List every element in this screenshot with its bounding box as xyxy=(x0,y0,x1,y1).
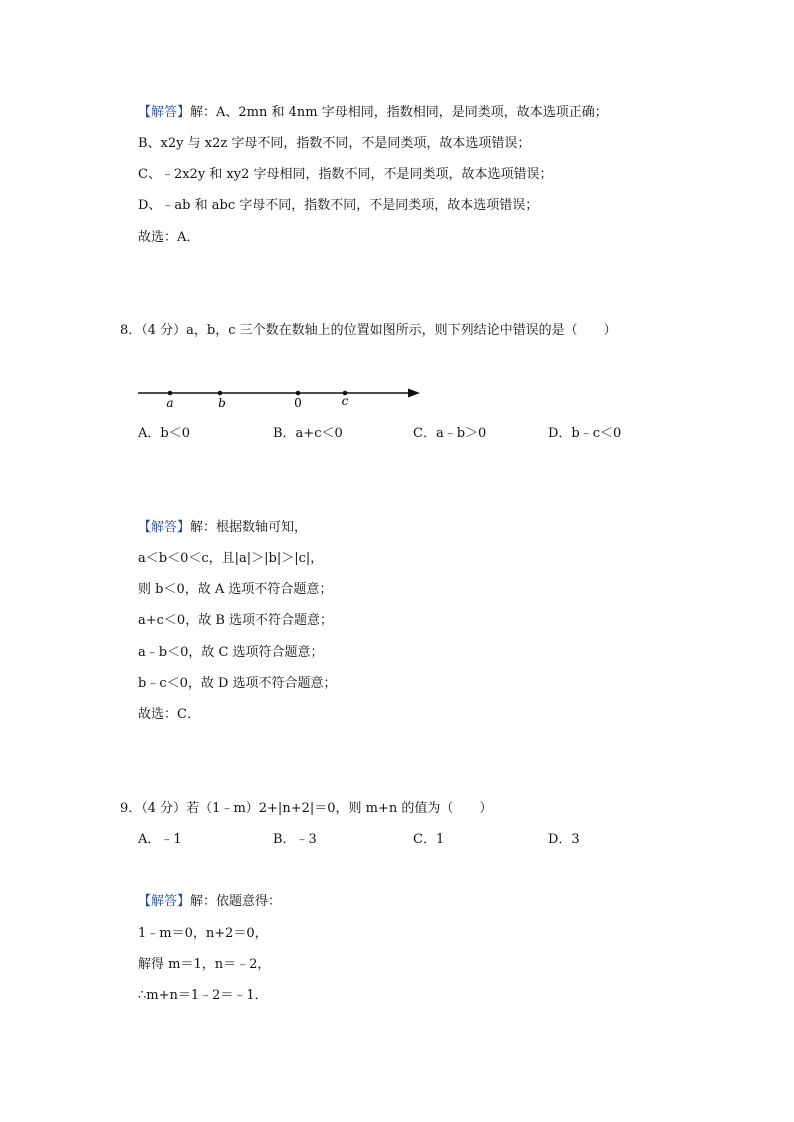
q7-solution-line-5: 故选：A． xyxy=(138,230,200,245)
point-b xyxy=(218,391,223,396)
number-line-arrow-icon xyxy=(408,389,420,398)
label-0: 0 xyxy=(294,396,302,410)
q8-line-1-text: 解：根据数轴可知， xyxy=(190,520,308,535)
q9-option-a: A．﹣1 xyxy=(138,832,182,847)
q9-option-c: C．1 xyxy=(413,832,445,847)
q9-option-d: D．3 xyxy=(548,832,580,847)
label-c: c xyxy=(341,394,349,408)
label-a: a xyxy=(166,396,174,410)
label-b: b xyxy=(218,396,226,410)
answer-tag: 【解答】 xyxy=(138,520,191,535)
q7-solution-line-3: C、﹣2x2y 和 xy2 字母相同，指数不同，不是同类项，故本选项错误； xyxy=(138,167,553,182)
q8-solution-line-2: a＜b＜0＜c，且|a|＞|b|＞|c|， xyxy=(138,551,324,566)
q8-option-a: A．b＜0 xyxy=(138,426,190,441)
q8-option-d: D．b﹣c＜0 xyxy=(548,426,622,441)
q8-solution-line-1 xyxy=(138,519,307,537)
q7-solution-line-4: D、﹣ab 和 abc 字母不同，指数不同，不是同类项，故本选项错误； xyxy=(138,198,539,213)
point-a xyxy=(168,391,173,396)
q7-solution-line-1 xyxy=(138,104,608,122)
q8-option-c: C．a﹣b＞0 xyxy=(413,426,487,441)
q9-solution-line-1 xyxy=(138,893,281,911)
answer-tag: 【解答】 xyxy=(138,105,191,120)
q9-solution-line-2: 1﹣m＝0，n+2＝0， xyxy=(138,926,268,941)
q9-stem: 9．（4 分）若（1﹣m）2+|n+2|＝0，则 m+n 的值为（ ） xyxy=(120,801,493,816)
q9-option-b: B．﹣3 xyxy=(273,832,317,847)
q9-solution-line-4: ∴m+n＝1﹣2＝﹣1． xyxy=(138,988,268,1003)
point-0 xyxy=(296,391,301,396)
q8-stem: 8．（4 分）a，b，c 三个数在数轴上的位置如图所示，则下列结论中错误的是（ ） xyxy=(120,323,617,338)
q9-line-1-text: 解：依题意得： xyxy=(190,894,282,909)
q7-line-1-text: 解：A、2mn 和 4nm 字母相同，指数相同，是同类项，故本选项正确； xyxy=(190,105,608,120)
q9-solution-line-3: 解得 m＝1，n＝﹣2， xyxy=(138,957,271,972)
q8-option-b: B．a+c＜0 xyxy=(273,426,343,441)
q8-solution-line-6: b﹣c＜0，故 D 选项不符合题意； xyxy=(138,676,337,691)
q8-solution-line-7: 故选：C． xyxy=(138,707,200,722)
answer-tag: 【解答】 xyxy=(138,894,191,909)
q8-solution-line-3: 则 b＜0，故 A 选项不符合题意； xyxy=(138,582,333,597)
number-line-figure xyxy=(134,380,434,420)
q8-solution-line-5: a﹣b＜0，故 C 选项符合题意； xyxy=(138,645,324,660)
q8-solution-line-4: a+c＜0，故 B 选项不符合题意； xyxy=(138,613,334,628)
q7-solution-line-2: B、x2y 与 x2z 字母不同，指数不同，不是同类项，故本选项错误； xyxy=(138,136,531,151)
